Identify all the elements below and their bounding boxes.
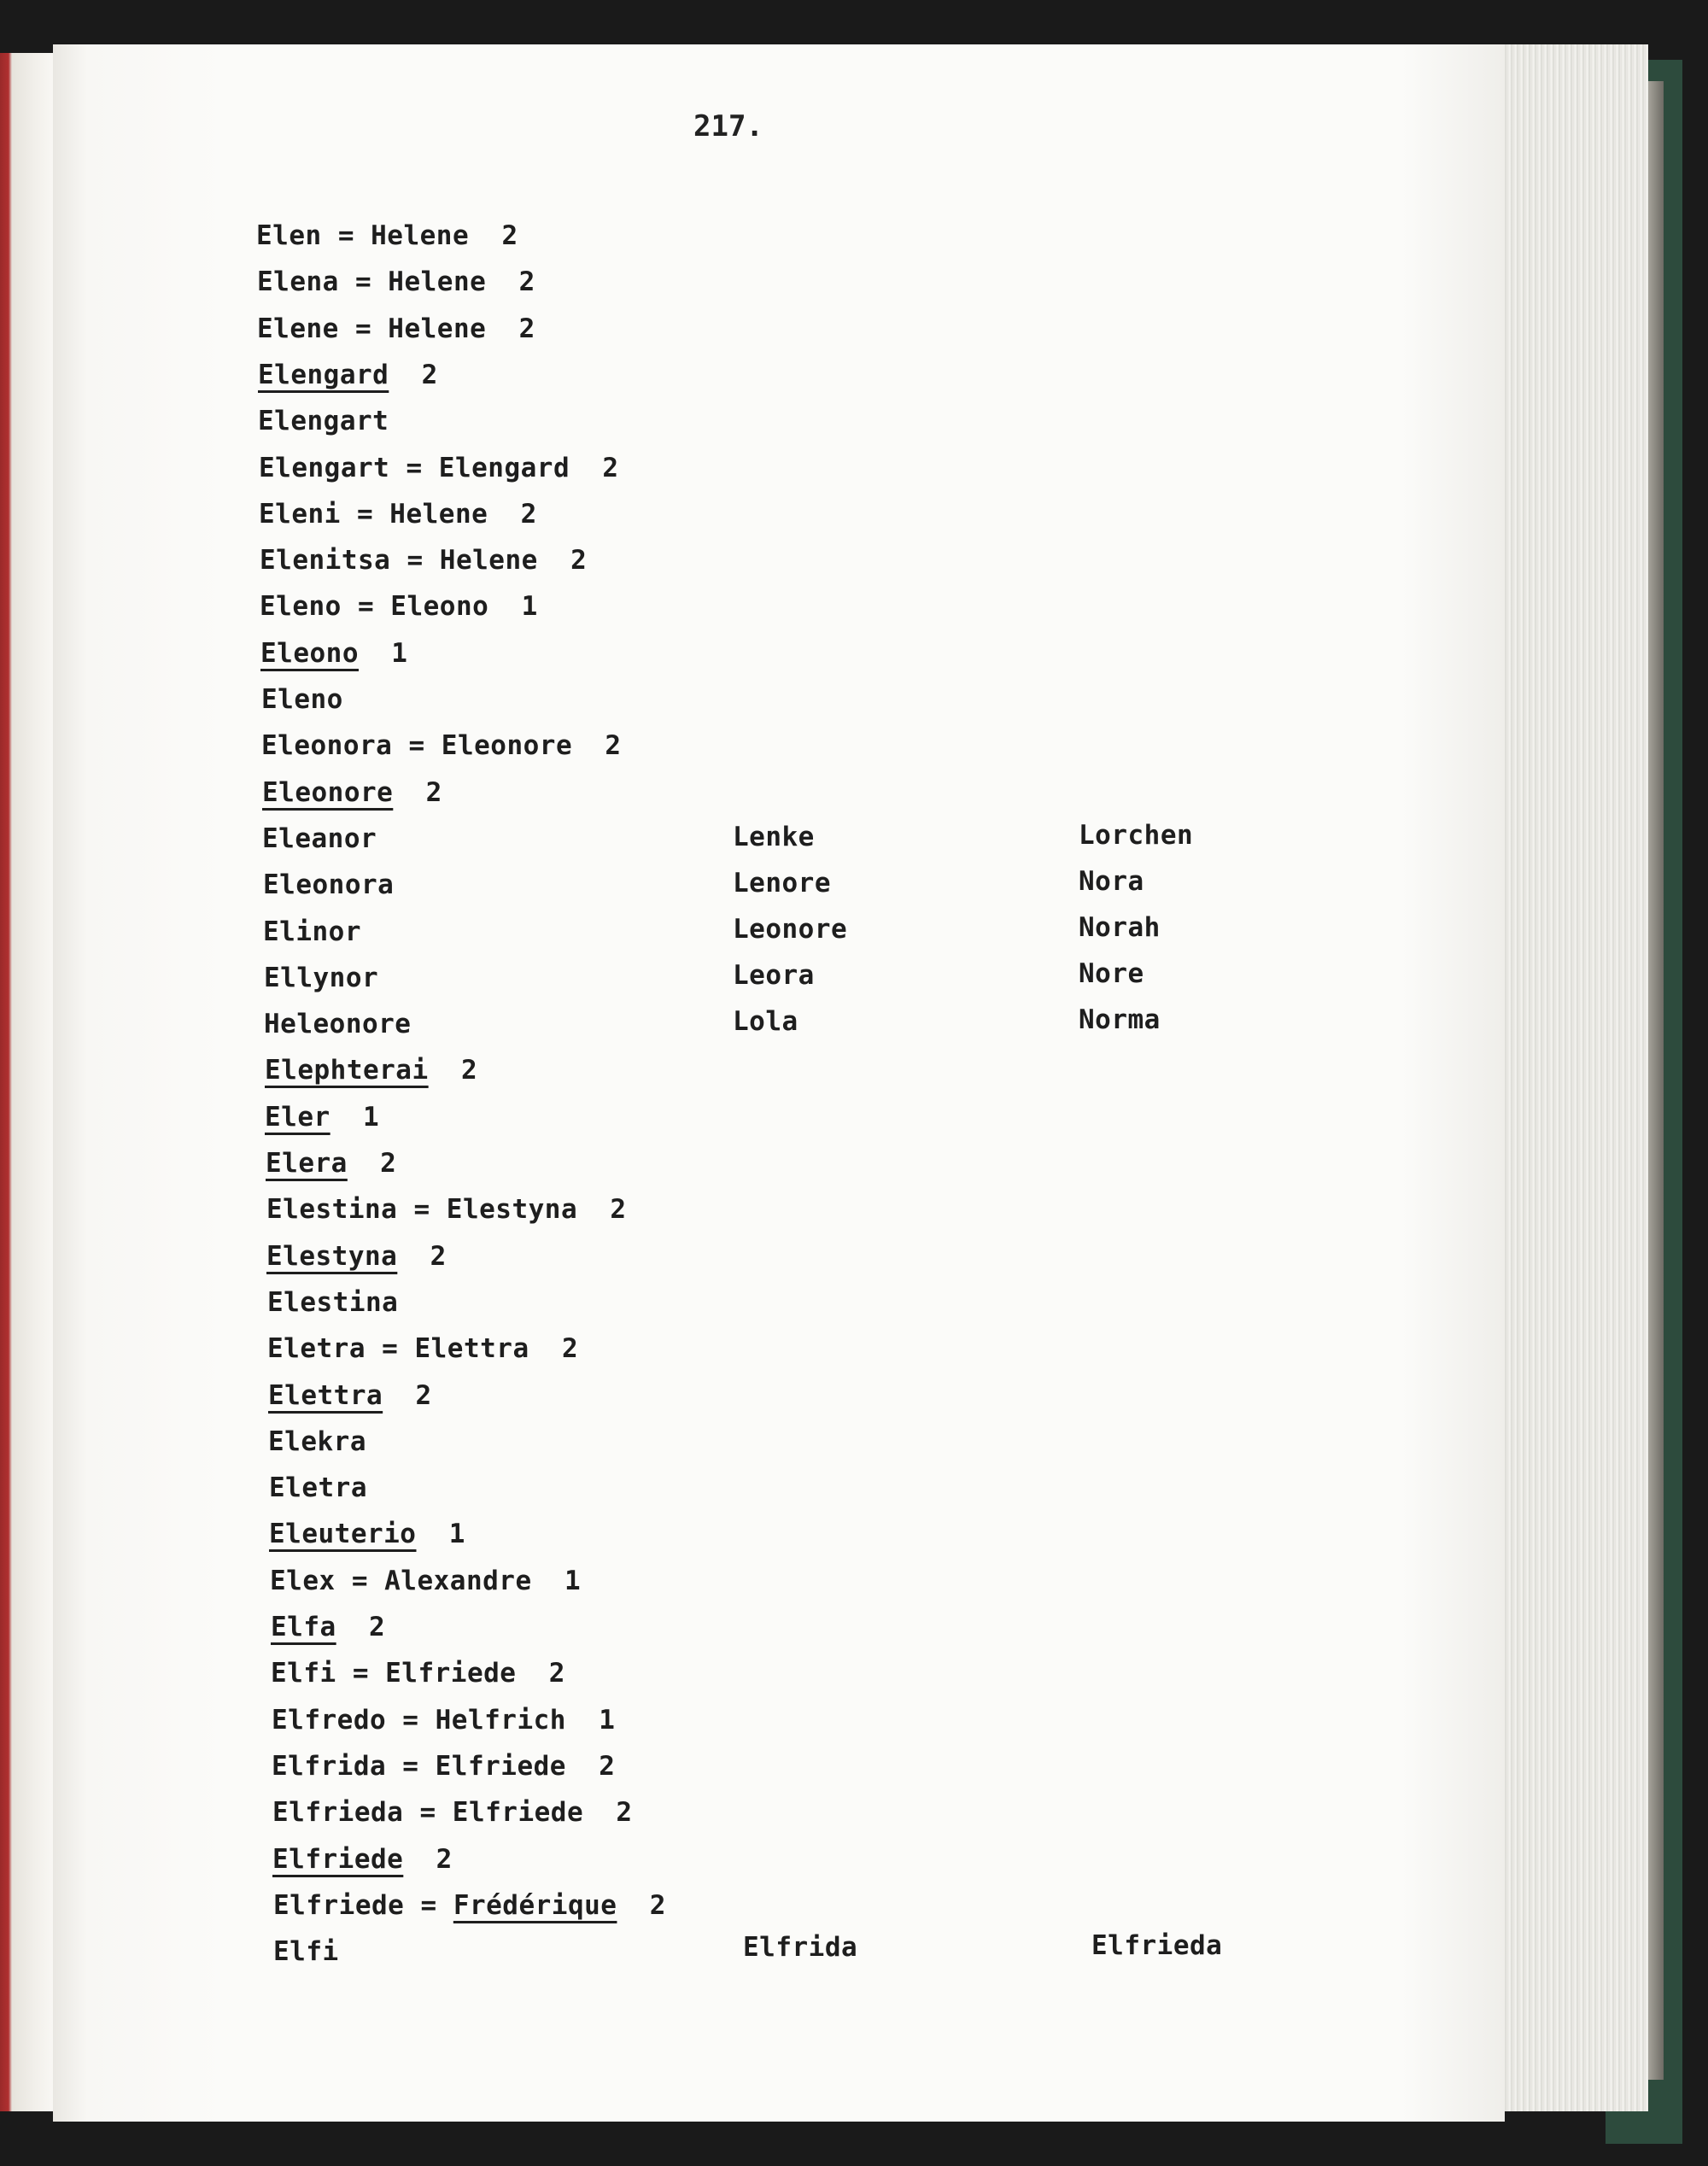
entry-line: Eleno <box>261 684 343 715</box>
left-page-edge <box>0 53 60 2111</box>
entry-line: Elfrieda = Elfriede 2 <box>272 1797 633 1829</box>
entry-line: Elestina = Elestyna 2 <box>266 1194 627 1226</box>
entry-line: Elena = Helene 2 <box>257 266 535 298</box>
variant-col2-2: Lenore <box>733 868 831 899</box>
entry-count: 1 <box>416 1519 465 1550</box>
entry-line: Eletra <box>269 1472 367 1504</box>
entry-line: Elen = Helene 2 <box>256 220 518 251</box>
entry-line: Eletra = Elettra 2 <box>267 1333 579 1365</box>
variant-col2-1: Lenke <box>733 822 815 852</box>
variant-col3-5: Norma <box>1079 1004 1161 1035</box>
entry-line: Elfredo = Helfrich 1 <box>272 1704 616 1736</box>
entry-line: Elengart <box>258 406 389 437</box>
entry-headword: Elfriede <box>272 1843 404 1875</box>
entry-line <box>258 360 438 390</box>
entry-line: Eleanor <box>262 822 377 854</box>
entry-line: Eleonora <box>263 869 395 901</box>
entry-line: Elenitsa = Helene 2 <box>260 545 588 577</box>
entry-headword: Eleuterio <box>269 1519 417 1550</box>
entry-line <box>266 1148 396 1179</box>
entry-line <box>271 1612 385 1642</box>
entry-line <box>265 1055 477 1086</box>
entry-line <box>266 1241 447 1272</box>
variant-col2-3: Leonore <box>733 914 848 945</box>
entry-line: Elfi = Elfriede 2 <box>271 1658 565 1689</box>
variant-col2-4: Leora <box>733 960 815 991</box>
entry-line: Elinor <box>263 916 361 947</box>
entry-line: Eleno = Eleono 1 <box>260 591 538 623</box>
entry-line: Elene = Helene 2 <box>257 313 535 344</box>
entry-headword: Elera <box>266 1148 348 1179</box>
entry-line: Heleonore <box>264 1009 412 1040</box>
entry-count: 2 <box>403 1843 453 1875</box>
entry-line: Elekra <box>268 1425 366 1457</box>
entry-line <box>262 777 442 808</box>
entry-headword: Elephterai <box>265 1055 429 1086</box>
entry-line: Elestina <box>267 1286 399 1318</box>
entry-line: Elfrida = Elfriede 2 <box>272 1750 616 1782</box>
entry-headword: Elengard <box>258 359 389 390</box>
entry-count: 2 <box>347 1148 397 1179</box>
entry-line: Eleonora = Eleonore 2 <box>261 730 622 762</box>
entry-count: 2 <box>428 1055 478 1086</box>
entry-count: 2 <box>397 1240 447 1272</box>
entry-line <box>268 1380 432 1411</box>
entry-headword: Elettra <box>268 1379 383 1411</box>
elfriede-variant-col3: Elfrieda <box>1091 1930 1223 1961</box>
entry-line: Ellynor <box>264 962 379 993</box>
entry-count: 1 <box>330 1101 380 1133</box>
variant-col3-3: Norah <box>1079 912 1161 943</box>
entry-headword: Frédérique <box>453 1889 617 1921</box>
entry-line <box>273 1890 666 1921</box>
entry-line: Elengart = Elengard 2 <box>259 452 619 483</box>
variant-col2-5: Lola <box>733 1006 798 1037</box>
entry-headword: Eleonore <box>262 776 394 808</box>
entry-line: Elex = Alexandre 1 <box>270 1565 582 1596</box>
entry-headword: Elfa <box>271 1612 336 1642</box>
variant-col3-4: Nore <box>1079 958 1144 989</box>
entry-headword: Eleono <box>260 637 359 669</box>
entry-count: 1 <box>358 637 408 669</box>
entry-line <box>269 1519 465 1549</box>
entry-line: Elfi <box>273 1936 339 1968</box>
entry-count: 2 <box>393 776 442 808</box>
elfriede-variant-col2: Elfrida <box>743 1932 858 1963</box>
entry-headword: Elestyna <box>266 1240 398 1272</box>
entry-count: 2 <box>336 1612 386 1642</box>
entry-count: 2 <box>389 359 438 390</box>
variant-col3-1: Lorchen <box>1079 820 1194 851</box>
entry-line <box>272 1844 453 1875</box>
entry-line: Eleni = Helene 2 <box>259 498 537 530</box>
page-number: 217. <box>693 109 763 143</box>
entry-count: 2 <box>617 1889 666 1921</box>
entry-prefix: Elfriede = <box>273 1889 453 1921</box>
entry-line <box>265 1102 379 1133</box>
entry-count: 2 <box>383 1379 432 1411</box>
variant-col3-2: Nora <box>1079 866 1144 897</box>
entry-line <box>260 638 407 669</box>
entry-headword: Eler <box>265 1101 330 1133</box>
